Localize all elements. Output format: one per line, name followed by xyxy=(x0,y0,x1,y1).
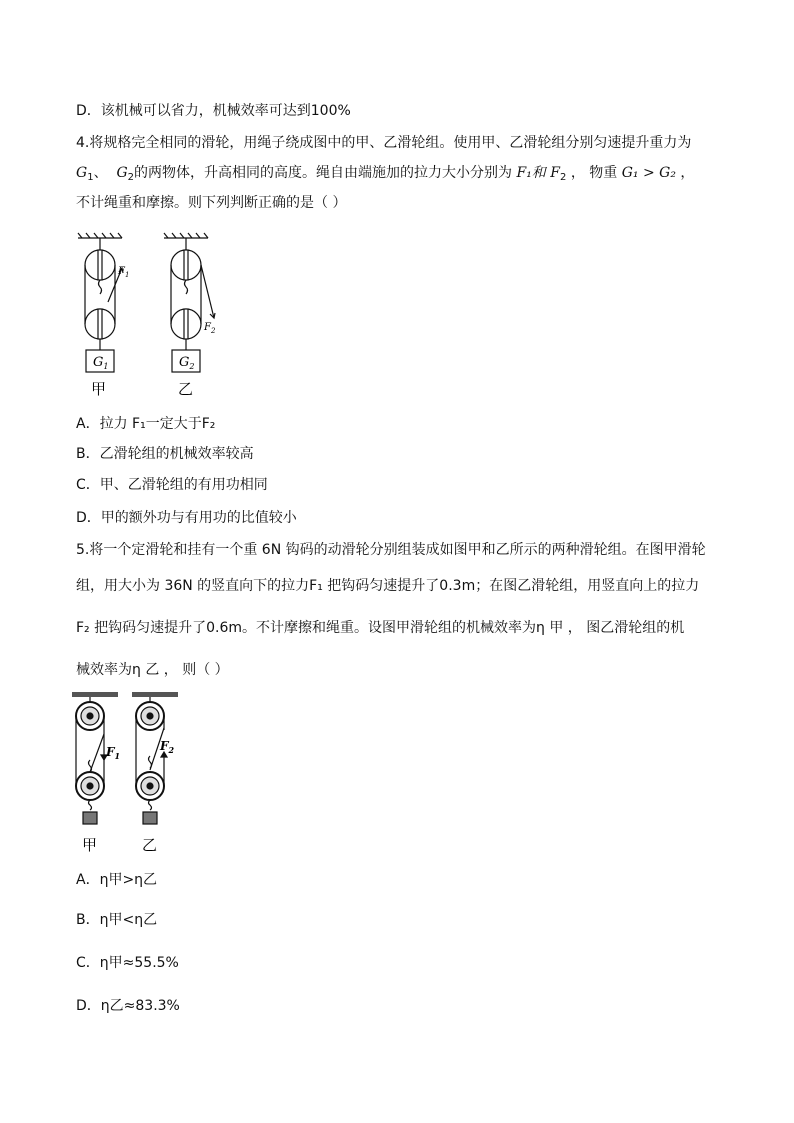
q4-stem-line3: 不计绳重和摩擦。则下列判断正确的是（ ） xyxy=(76,195,347,211)
q5-left-weight xyxy=(83,812,97,824)
g1-subscript: 1 xyxy=(87,172,94,183)
q4-g2-label: $G_2$ xyxy=(179,355,195,371)
q5-left-caption: 甲 xyxy=(82,836,98,854)
g1-symbol: G xyxy=(76,165,88,181)
q5-right-system xyxy=(132,692,178,824)
q5-f2-label: $F_2$ xyxy=(160,739,175,755)
q5-stem-line3: F₂ 把钩码匀速提升了0.6m。不计摩擦和绳重。设图甲滑轮组的机械效率为η 甲 ， 图乙滑轮组的机 xyxy=(76,620,685,636)
q5-f1-label: $F_1$ xyxy=(106,745,121,761)
q5-stem-line2: 组，用大小为 36N 的竖直向下的拉力F₁ 把钩码匀速提升了0.3m；在图乙滑轮组，用竖直向上的拉力 xyxy=(76,578,700,594)
g2-subscript: 2 xyxy=(127,172,135,183)
q4-left-system xyxy=(78,233,123,372)
q5-pulley-diagram xyxy=(66,688,190,858)
q4-stem-mid: 的两物体，升高相同的高度。绳自由端施加的拉力大小分别为 xyxy=(134,165,513,181)
q4-f2-label: $F_2$ xyxy=(204,322,216,335)
q4-g1-label: $G_1$ xyxy=(93,355,109,371)
q4-option-d: D．甲的额外功与有用功的比值较小 xyxy=(76,510,297,526)
q5-right-caption: 乙 xyxy=(142,836,158,854)
q4-left-caption: 甲 xyxy=(91,380,107,398)
q4-option-c: C．甲、乙滑轮组的有用功相同 xyxy=(76,477,268,493)
q4-weight-relation: G₁ > G₂ xyxy=(621,165,676,181)
f2-symbol: F xyxy=(550,165,560,181)
q5-option-b: B．η甲<η乙 xyxy=(76,912,158,928)
q4-right-caption: 乙 xyxy=(178,380,194,398)
q4-f1-label: $F_1$ xyxy=(118,266,130,279)
q4-sep-1: 、 xyxy=(93,165,108,181)
q4-right-system xyxy=(164,233,215,372)
q4-stem-line1: 4.将规格完全相同的滑轮，用绳子绕成图中的甲、乙滑轮组。使用甲、乙滑轮组分别匀速提升重力为 xyxy=(76,135,692,151)
g2-symbol: G xyxy=(116,165,128,181)
f2-subscript: 2 xyxy=(559,172,567,183)
q3-option-d: D．该机械可以省力，机械效率可达到100% xyxy=(76,103,351,119)
q4-comma: ， xyxy=(680,165,695,181)
q4-option-a: A．拉力 F₁一定大于F₂ xyxy=(76,416,216,432)
q5-stem-line1: 5.将一个定滑轮和挂有一个重 6N 钩码的动滑轮分别组装成如图甲和乙所示的两种滑轮组。在图甲滑轮 xyxy=(76,542,706,558)
q5-stem-line4: 械效率为η 乙 ， 则（ ） xyxy=(76,662,229,678)
q4-stem-line2 xyxy=(76,163,694,188)
q5-figure xyxy=(66,688,190,858)
q4-pulley-diagram xyxy=(64,232,224,402)
q4-figure xyxy=(64,232,224,402)
f1-and: F₁和 xyxy=(516,165,546,181)
q5-option-a: A．η甲>η乙 xyxy=(76,872,158,888)
q5-right-weight xyxy=(143,812,157,824)
q4-weight-label: ， 物重 xyxy=(570,165,618,181)
q4-option-b: B．乙滑轮组的机械效率较高 xyxy=(76,446,254,462)
q5-option-d: D．η乙≈83.3% xyxy=(76,998,180,1014)
q5-option-c: C．η甲≈55.5% xyxy=(76,955,179,971)
